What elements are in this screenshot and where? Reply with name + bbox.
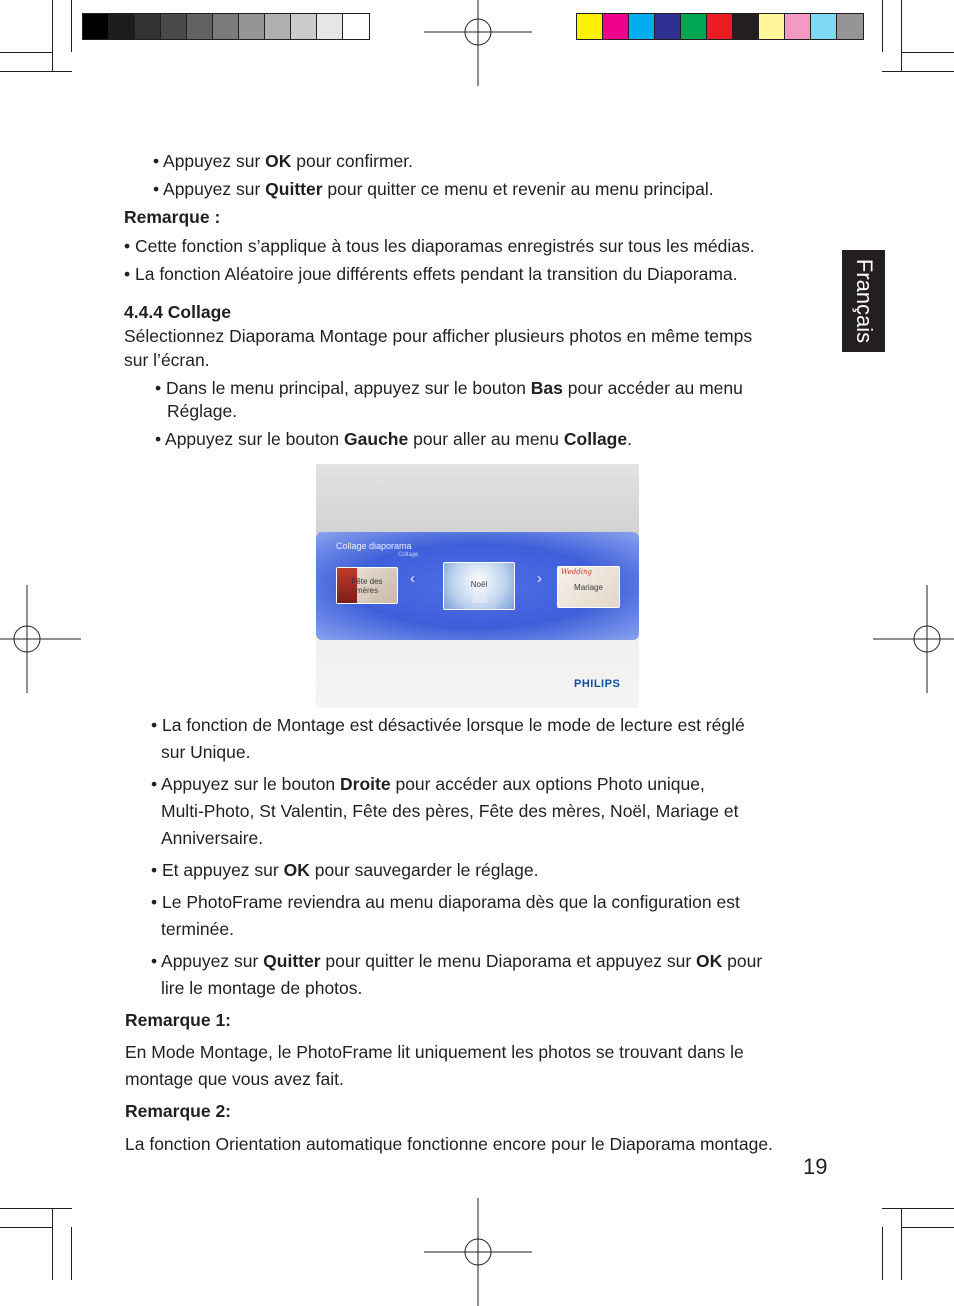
chevron-right-icon: › bbox=[537, 570, 542, 587]
thumb-script: Wedding bbox=[561, 568, 592, 576]
crop-mark-tl-v bbox=[52, 0, 53, 72]
page-number: 19 bbox=[803, 1154, 828, 1179]
screenshot-top-area bbox=[316, 464, 639, 534]
color-swatch bbox=[707, 14, 733, 39]
crop-mark-tl-v2 bbox=[71, 0, 72, 52]
crop-mark-br-h bbox=[882, 1208, 954, 1209]
collage-menu-band bbox=[316, 532, 639, 640]
color-swatch bbox=[187, 14, 213, 39]
thumb-noel bbox=[443, 562, 515, 610]
grayscale-color-bar bbox=[82, 13, 370, 40]
step-return: • Le PhotoFrame reviendra au menu diaporama dès que la configuration est bbox=[151, 892, 740, 912]
color-swatch bbox=[577, 14, 603, 39]
crop-mark-bl-v bbox=[52, 1208, 53, 1280]
color-swatch bbox=[213, 14, 239, 39]
color-swatch bbox=[109, 14, 135, 39]
thumb-fete-des-meres bbox=[336, 567, 398, 604]
collage-menu-subtitle: Collage bbox=[398, 552, 419, 558]
step-droite: • Appuyez sur le bouton Droite pour accéder aux options Photo unique, bbox=[151, 774, 705, 794]
crop-mark-br-v2 bbox=[882, 1227, 883, 1280]
thumb-mariage bbox=[557, 566, 620, 608]
remark2-text: La fonction Orientation automatique fonctionne encore pour le Diaporama montage. bbox=[125, 1134, 773, 1154]
chevron-left-icon: ‹ bbox=[410, 570, 415, 587]
step-quit: • Appuyez sur Quitter pour quitter ce menu et revenir au menu principal. bbox=[153, 179, 714, 199]
color-swatch bbox=[343, 14, 369, 39]
color-swatch bbox=[239, 14, 265, 39]
collage-note-cont: sur Unique. bbox=[161, 742, 251, 762]
crop-mark-tr-v bbox=[901, 0, 902, 72]
crop-mark-tr-h2 bbox=[901, 52, 954, 53]
remark1-text: En Mode Montage, le PhotoFrame lit uniquement les photos se trouvant dans le bbox=[125, 1042, 744, 1062]
step-confirm: • Appuyez sur OK pour confirmer. bbox=[153, 151, 413, 171]
language-tab bbox=[842, 250, 885, 352]
thumb-label: Noël bbox=[470, 580, 488, 589]
color-swatch bbox=[135, 14, 161, 39]
color-swatch bbox=[629, 14, 655, 39]
section-intro: Sélectionnez Diaporama Montage pour afficher plusieurs photos en même temps bbox=[124, 326, 753, 346]
color-swatch bbox=[759, 14, 785, 39]
remark2-heading: Remarque 2: bbox=[125, 1101, 232, 1121]
color-swatch bbox=[317, 14, 343, 39]
color-swatch bbox=[733, 14, 759, 39]
section-title: 4.4.4 Collage bbox=[124, 302, 231, 322]
remark-heading: Remarque : bbox=[124, 207, 221, 227]
color-swatch bbox=[811, 14, 837, 39]
color-swatch bbox=[265, 14, 291, 39]
step-droite-cont: Multi-Photo, St Valentin, Fête des pères, Fête des mères, Noël, Mariage et bbox=[161, 801, 739, 821]
step-exit: • Appuyez sur Quitter pour quitter le menu Diaporama et appuyez sur OK pour bbox=[151, 951, 763, 971]
registration-mark-right-icon bbox=[873, 585, 954, 693]
step-gauche: • Appuyez sur le bouton Gauche pour aller au menu Collage. bbox=[155, 429, 632, 449]
color-swatch bbox=[291, 14, 317, 39]
section-intro: sur l’écran. bbox=[124, 350, 210, 370]
color-swatch bbox=[681, 14, 707, 39]
remark-item: • Cette fonction s’applique à tous les diaporamas enregistrés sur tous les médias. bbox=[124, 236, 755, 256]
color-swatch bbox=[161, 14, 187, 39]
collage-note: • La fonction de Montage est désactivée lorsque le mode de lecture est réglé bbox=[151, 715, 745, 735]
step-droite-cont: Anniversaire. bbox=[161, 828, 264, 848]
thumb-label: Fête des mères bbox=[351, 577, 383, 595]
step-return-cont: terminée. bbox=[161, 919, 234, 939]
step-save: • Et appuyez sur OK pour sauvegarder le réglage. bbox=[151, 860, 539, 880]
crop-mark-tr-v2 bbox=[882, 0, 883, 52]
crop-mark-bl-v2 bbox=[71, 1227, 72, 1280]
crop-mark-tl-h2 bbox=[0, 52, 52, 53]
step-exit-cont: lire le montage de photos. bbox=[161, 978, 363, 998]
crop-mark-br-v bbox=[901, 1208, 902, 1280]
process-color-bar bbox=[576, 13, 864, 40]
language-tab-label: Français bbox=[851, 258, 877, 344]
color-swatch bbox=[655, 14, 681, 39]
crop-mark-br-h2 bbox=[901, 1227, 954, 1228]
color-swatch bbox=[785, 14, 811, 39]
collage-menu-screenshot bbox=[316, 464, 639, 708]
philips-logo: PHILIPS bbox=[574, 678, 621, 690]
color-swatch bbox=[837, 14, 863, 39]
remark1-text: montage que vous avez fait. bbox=[125, 1069, 344, 1089]
crop-mark-bl-h2 bbox=[0, 1227, 52, 1228]
remark-item: • La fonction Aléatoire joue différents effets pendant la transition du Diaporama. bbox=[124, 264, 738, 284]
registration-mark-top-icon bbox=[424, 0, 532, 86]
step-bas-cont: Réglage. bbox=[167, 401, 238, 421]
step-bas: • Dans le menu principal, appuyez sur le bouton Bas pour accéder au menu bbox=[155, 378, 743, 398]
color-swatch bbox=[83, 14, 109, 39]
registration-mark-bottom-icon bbox=[424, 1198, 532, 1306]
crop-mark-tl-h bbox=[0, 71, 72, 72]
crop-mark-bl-h bbox=[0, 1208, 72, 1209]
registration-mark-left-icon bbox=[0, 585, 81, 693]
thumb-label: Mariage bbox=[574, 583, 603, 592]
remark1-heading: Remarque 1: bbox=[125, 1010, 232, 1030]
color-swatch bbox=[603, 14, 629, 39]
collage-menu-title: Collage diaporama bbox=[336, 541, 412, 551]
crop-mark-tr-h bbox=[882, 71, 954, 72]
